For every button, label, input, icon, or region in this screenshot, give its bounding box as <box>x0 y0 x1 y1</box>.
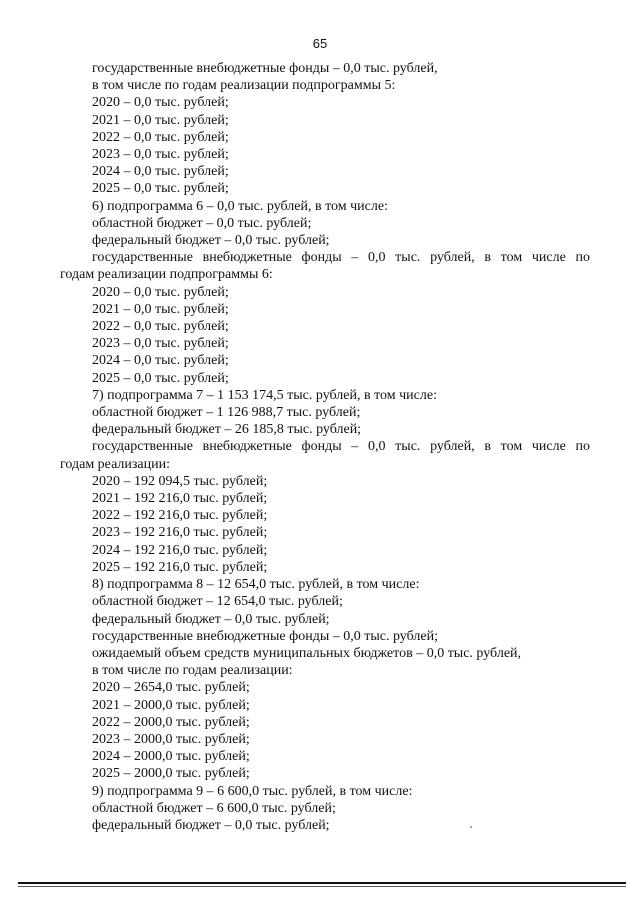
text-line: областной бюджет – 12 654,0 тыс. рублей; <box>92 594 343 610</box>
text-line: государственные внебюджетные фонды – 0,0 тыс. рублей, <box>92 61 438 76</box>
text-line: 2020 – 0,0 тыс. рублей; <box>92 95 229 111</box>
text-line: 2023 – 2000,0 тыс. рублей; <box>92 731 250 747</box>
text-line: 2023 – 192 216,0 тыс. рублей; <box>92 525 268 541</box>
text-line: государственные внебюджетные фонды – 0,0 тыс. рублей, в том числе по <box>92 250 590 266</box>
text-line: государственные внебюджетные фонды – 0,0 тыс. рублей, в том числе по <box>92 439 590 455</box>
text-line: 2020 – 0,0 тыс. рублей; <box>92 284 229 300</box>
text-line: 7) подпрограмма 7 – 1 153 174,5 тыс. рублей, в том числе: <box>92 387 437 403</box>
text-line: 2021 – 0,0 тыс. рублей; <box>92 112 229 128</box>
text-line: 2021 – 2000,0 тыс. рублей; <box>92 697 250 713</box>
text-line: федеральный бюджет – 0,0 тыс. рублей; <box>92 611 330 627</box>
page-number: 65 <box>312 36 328 51</box>
text-line: государственные внебюджетные фонды – 0,0 тыс. рублей; <box>92 628 438 644</box>
text-line: в том числе по годам реализации подпрограммы 5: <box>92 78 396 94</box>
text-line: 2023 – 0,0 тыс. рублей; <box>92 336 229 352</box>
text-line: 2025 – 2000,0 тыс. рублей; <box>92 766 250 782</box>
text-line: 2024 – 0,0 тыс. рублей; <box>92 353 229 369</box>
text-line: 2022 – 192 216,0 тыс. рублей; <box>92 508 268 524</box>
text-line: 2024 – 192 216,0 тыс. рублей; <box>92 542 268 558</box>
text-line: 2023 – 0,0 тыс. рублей; <box>92 147 229 163</box>
text-line: 2020 – 2654,0 тыс. рублей; <box>92 680 250 696</box>
text-line: 2024 – 2000,0 тыс. рублей; <box>92 749 250 765</box>
text-line: 2025 – 0,0 тыс. рублей; <box>92 181 229 197</box>
text-line: 2021 – 0,0 тыс. рублей; <box>92 301 229 317</box>
text-line: 2025 – 192 216,0 тыс. рублей; <box>92 559 268 575</box>
text-line: ожидаемый объем средств муниципальных бюджетов – 0,0 тыс. рублей, <box>92 645 522 661</box>
text-line: федеральный бюджет – 0,0 тыс. рублей; <box>92 233 330 249</box>
text-line: годам реализации: <box>60 456 170 472</box>
text-line: 2022 – 2000,0 тыс. рублей; <box>92 714 250 730</box>
text-line: 2020 – 192 094,5 тыс. рублей; <box>92 473 268 489</box>
document-body <box>60 60 590 834</box>
text-line: 2022 – 0,0 тыс. рублей; <box>92 129 229 145</box>
text-line: 8) подпрограмма 8 – 12 654,0 тыс. рублей, в том числе: <box>92 577 420 593</box>
text-line: областной бюджет – 1 126 988,7 тыс. рублей; <box>92 405 361 421</box>
text-line: федеральный бюджет – 26 185,8 тыс. рублей; <box>92 422 362 438</box>
text-line: областной бюджет – 6 600,0 тыс. рублей; <box>92 800 336 816</box>
scan-speck <box>470 826 472 828</box>
text-line: 9) подпрограмма 9 – 6 600,0 тыс. рублей, в том числе: <box>92 783 413 799</box>
text-line: 2022 – 0,0 тыс. рублей; <box>92 319 229 335</box>
text-line: в том числе по годам реализации: <box>92 663 293 679</box>
text-line: 2024 – 0,0 тыс. рублей; <box>92 164 229 180</box>
text-line: областной бюджет – 0,0 тыс. рублей; <box>92 215 312 231</box>
footer-rule-thin <box>18 886 626 887</box>
text-line: 2025 – 0,0 тыс. рублей; <box>92 370 229 386</box>
text-line: 2021 – 192 216,0 тыс. рублей; <box>92 491 268 507</box>
text-line: федеральный бюджет – 0,0 тыс. рублей; <box>92 817 330 833</box>
text-line: 6) подпрограмма 6 – 0,0 тыс. рублей, в том числе: <box>92 198 388 214</box>
text-line: годам реализации подпрограммы 6: <box>60 267 273 283</box>
footer-rule <box>18 882 626 884</box>
